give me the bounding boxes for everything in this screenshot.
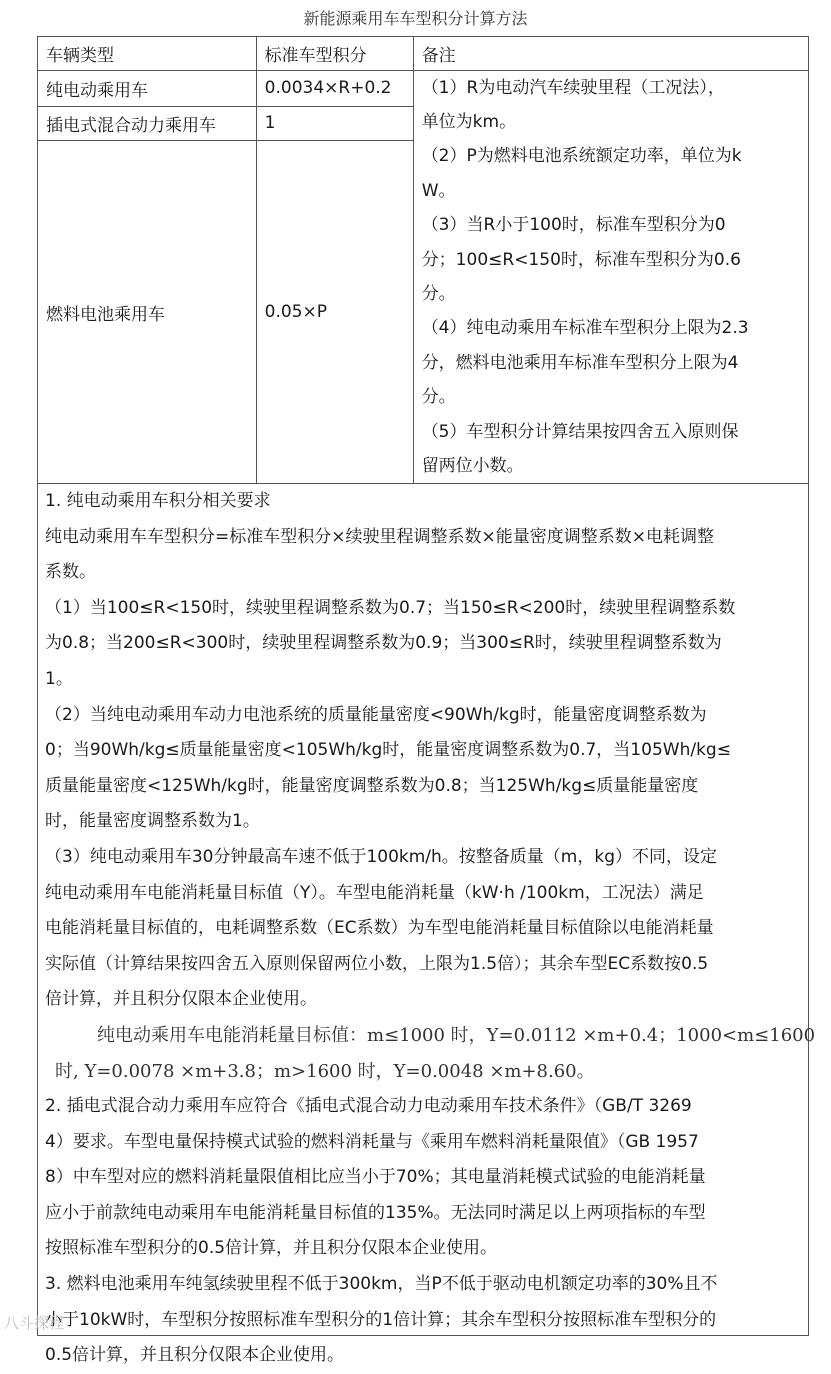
text-line: 倍计算，并且积分仅限本企业使用。: [45, 989, 317, 1010]
text-line: 2. 插电式混合动力乘用车应符合《插电式混合动力电动乘用车技术条件》（GB/T 3269: [45, 1096, 692, 1117]
note-line: （1）R为电动汽车续驶里程（工况法），: [421, 77, 725, 98]
score-cell: 1: [256, 106, 413, 140]
note-line: 单位为km。: [421, 111, 517, 132]
watermark: 八斗探程: [4, 1314, 65, 1332]
vehicle-type-cell: 插电式混合动力乘用车: [38, 106, 256, 140]
header-standard-score: 标准车型积分: [256, 37, 413, 70]
score-cell: 0.05×P: [256, 141, 413, 484]
header-vehicle-type: 车辆类型: [38, 37, 256, 70]
vehicle-type-cell: 纯电动乘用车: [38, 70, 256, 106]
text-line: 4）要求。车型电量保持模式试验的燃料消耗量与《乘用车燃料消耗量限值》（GB 1957: [45, 1131, 699, 1152]
text-line: 0；当90Wh/kg≤质量能量密度<105Wh/kg时，能量密度调整系数为0.7，当105Wh/kg≤: [45, 740, 731, 761]
text-line: 应小于前款纯电动乘用车电能消耗量目标值的135%。无法同时满足以上两项指标的车型: [45, 1202, 706, 1223]
text-line: 质量能量密度<125Wh/kg时，能量密度调整系数为0.8；当125Wh/kg≤质量能量密度: [45, 775, 699, 796]
text-line: 按照标准车型积分的0.5倍计算，并且积分仅限本企业使用。: [45, 1238, 498, 1259]
text-line: 系数。: [45, 562, 96, 583]
note-line: 分；100≤R<150时，标准车型积分为0.6: [421, 249, 741, 270]
table-header-row: [38, 37, 808, 70]
text-line: 8）中车型对应的燃料消耗量限值相比应当小于70%；其电量消耗模式试验的电能消耗量: [45, 1167, 706, 1188]
note-line: W。: [421, 180, 456, 201]
note-line: （4）纯电动乘用车标准车型积分上限为2.3: [421, 318, 749, 339]
text-line: 纯电动乘用车电能消耗量目标值（Y）。车型电能消耗量（kW·h /100km，工况法）满足: [45, 882, 704, 903]
text-line: 0.5倍计算，并且积分仅限本企业使用。: [45, 1345, 345, 1366]
text-line: 小于10kW时，车型积分按照标准车型积分的1倍计算；其余车型积分按照标准车型积分的: [45, 1309, 717, 1330]
document-title: 新能源乘用车车型积分计算方法: [303, 9, 528, 28]
text-line: （3）纯电动乘用车30分钟最高车速不低于100km/h。按整备质量（m，kg）不同，设定: [45, 846, 717, 867]
content-frame: [37, 36, 816, 1366]
formula-line: 纯电动乘用车电能消耗量目标值：m≤1000 时，Y=0.0112 ×m+0.4；1000<m≤1600: [97, 1024, 816, 1046]
vehicle-type-cell: 燃料电池乘用车: [38, 141, 256, 484]
header-notes: 备注: [413, 37, 808, 70]
text-line: 为0.8；当200≤R<300时，续驶里程调整系数为0.9；当300≤R时，续驶里程调整系数为: [45, 633, 722, 654]
text-line: 1。: [45, 668, 73, 689]
note-line: （5）车型积分计算结果按四舍五入原则保: [421, 421, 739, 442]
notes-cell: [413, 70, 808, 484]
requirements-text: [45, 484, 816, 1374]
text-line: 电能消耗量目标值的，电耗调整系数（EC系数）为车型电能消耗量目标值除以电能消耗量: [45, 918, 714, 939]
note-line: 留两位小数。: [421, 455, 524, 476]
note-line: 分，燃料电池乘用车标准车型积分上限为4: [421, 352, 739, 373]
score-table: [38, 37, 808, 484]
note-line: （2）P为燃料电池系统额定功率，单位为k: [421, 146, 742, 167]
note-line: 分。: [421, 387, 456, 408]
text-line: 纯电动乘用车车型积分=标准车型积分×续驶里程调整系数×能量密度调整系数×电耗调整: [45, 526, 714, 547]
table-row: [38, 70, 808, 106]
text-line: （2）当纯电动乘用车动力电池系统的质量能量密度<90Wh/kg时，能量密度调整系数为: [45, 704, 707, 725]
text-line: 1. 纯电动乘用车积分相关要求: [45, 491, 271, 511]
score-cell: 0.0034×R+0.2: [256, 70, 413, 106]
note-line: （3）当R小于100时，标准车型积分为0: [421, 215, 726, 236]
text-line: （1）当100≤R<150时，续驶里程调整系数为0.7；当150≤R<200时，续驶里程调整系数: [45, 597, 736, 618]
text-line: 实际值（计算结果按四舍五入原则保留两位小数，上限为1.5倍）；其余车型EC系数按0.5: [45, 953, 709, 974]
formula-line: 时, Y=0.0078 ×m+3.8；m>1600 时，Y=0.0048 ×m+8.60。: [55, 1060, 595, 1082]
text-line: 时，能量密度调整系数为1。: [45, 811, 260, 832]
text-line: 3. 燃料电池乘用车纯氢续驶里程不低于300km，当P不低于驱动电机额定功率的30%且不: [45, 1274, 718, 1295]
note-line: 分。: [421, 283, 456, 304]
